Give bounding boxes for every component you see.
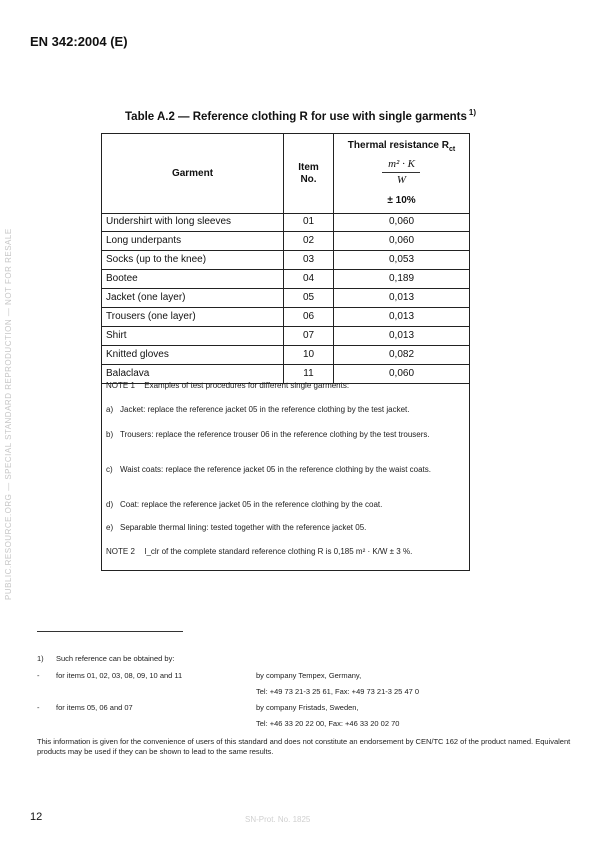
cell-value: 0,013 xyxy=(388,311,415,322)
cell-garment: Undershirt with long sleeves xyxy=(102,213,284,231)
table-row xyxy=(102,270,469,289)
footnote-entry1-contact: Tel: +49 73 21-3 25 61, Fax: +49 73 21-3 25 47 0 xyxy=(256,687,420,696)
table-row xyxy=(102,308,469,327)
page-number: 12 xyxy=(30,811,43,823)
cell-garment: Bootee xyxy=(102,270,284,288)
document-id: EN 342:2004 (E) xyxy=(30,34,128,49)
note-item-key: e) xyxy=(106,523,114,532)
cell-item: 03 xyxy=(284,251,334,269)
note-item-text: Waist coats: replace the reference jacket 05 in the reference clothing by the waist coats. xyxy=(120,465,431,474)
resistance-title xyxy=(334,140,469,153)
cell-item: 04 xyxy=(284,270,334,288)
table-row xyxy=(102,346,469,365)
note-item-text: Trousers: replace the reference trouser 06 in the reference clothing by the test trousers. xyxy=(120,430,430,439)
cell-item: 01 xyxy=(284,213,334,231)
footnote-intro: Such reference can be obtained by: xyxy=(56,654,175,663)
cell-item: 06 xyxy=(284,308,334,326)
table-row xyxy=(102,289,469,308)
note-1-label: NOTE 1 xyxy=(106,381,135,390)
tolerance: ± 10% xyxy=(387,195,416,206)
cell-value: 0,013 xyxy=(388,292,415,303)
header-item-no xyxy=(284,134,334,213)
cell-value: 0,013 xyxy=(388,330,415,341)
table-row xyxy=(102,327,469,346)
cell-value: 0,189 xyxy=(388,273,415,284)
cell-item: 02 xyxy=(284,232,334,250)
caption-footnote-ref: 1) xyxy=(468,108,476,117)
resistance-title-text: Thermal resistance R xyxy=(347,140,449,151)
reference-clothing-table xyxy=(101,133,470,571)
header-item-line1: Item xyxy=(298,161,319,173)
watermark: SN-Prot. No. 1825 xyxy=(245,815,311,824)
resistance-subscript: ct xyxy=(448,146,456,153)
header-garment: Garment xyxy=(102,134,284,213)
unit-numerator: m² · K xyxy=(388,158,415,170)
cell-value: 0,060 xyxy=(388,368,415,379)
cell-value: 0,060 xyxy=(388,235,415,246)
footnote-entry2-contact: Tel: +46 33 20 22 00, Fax: +46 33 20 02 70 xyxy=(256,719,400,728)
footnote-dash: - xyxy=(37,703,40,712)
cell-garment: Balaclava xyxy=(102,365,284,383)
note-2 xyxy=(106,546,464,557)
table-row xyxy=(102,232,469,251)
cell-value: 0,053 xyxy=(388,254,415,265)
note-item-text: Jacket: replace the reference jacket 05 in the reference clothing by the test jacket. xyxy=(120,405,410,414)
cell-garment: Shirt xyxy=(102,327,284,345)
footnote-entry2-items: for items 05, 06 and 07 xyxy=(56,703,133,712)
cell-value: 0,082 xyxy=(388,349,415,360)
header-thermal-resistance xyxy=(334,134,469,213)
cell-garment: Long underpants xyxy=(102,232,284,250)
note-item-key: c) xyxy=(106,465,113,474)
cell-item: 10 xyxy=(284,346,334,364)
footnote-entry2-company: by company Fristads, Sweden, xyxy=(256,703,359,712)
footnote-entry1-company: by company Tempex, Germany, xyxy=(256,671,362,680)
footnote-divider xyxy=(37,631,183,632)
note-1-text: Examples of test procedures for different single garments: xyxy=(144,381,350,390)
footnote-entry1-items: for items 01, 02, 03, 08, 09, 10 and 11 xyxy=(56,671,183,680)
cell-garment: Trousers (one layer) xyxy=(102,308,284,326)
note-2-label: NOTE 2 xyxy=(106,547,135,556)
cell-garment: Knitted gloves xyxy=(102,346,284,364)
note-item-text: Separable thermal lining: tested together with the reference jacket 05. xyxy=(120,523,367,532)
note-item-key: d) xyxy=(106,500,114,509)
footnote-dash: - xyxy=(37,671,40,680)
cell-garment: Jacket (one layer) xyxy=(102,289,284,307)
table-caption xyxy=(125,108,476,123)
header-item-line2: No. xyxy=(300,173,317,185)
cell-item: 07 xyxy=(284,327,334,345)
note-item-key: a) xyxy=(106,405,114,414)
cell-garment: Socks (up to the knee) xyxy=(102,251,284,269)
side-stamp: PUBLIC.RESOURCE.ORG — SPECIAL STANDARD REPRODUCTION — NOT FOR RESALE xyxy=(4,228,13,600)
note-1 xyxy=(106,380,464,391)
footnote-disclaimer: This information is given for the convenience of users of this standard and does not constitute an endorsement by CEN/TC 162 of the product named. Equivalent products may be used if they can be shown to lead to the same results. xyxy=(37,737,571,756)
table-header xyxy=(102,134,469,214)
fraction-bar xyxy=(382,172,420,173)
caption-text: Table A.2 — Reference clothing R for use with single garments xyxy=(125,110,467,123)
table-row xyxy=(102,213,469,232)
cell-value: 0,060 xyxy=(388,216,415,227)
note-2-text: I_clr of the complete standard reference clothing R is 0,185 m² · K/W ± 3 %. xyxy=(144,547,413,556)
note-item-key: b) xyxy=(106,430,114,439)
footnote-key: 1) xyxy=(37,654,44,663)
cell-item: 05 xyxy=(284,289,334,307)
table-row xyxy=(102,251,469,270)
unit-denominator: W xyxy=(396,174,407,186)
note-item-text: Coat: replace the reference jacket 05 in the reference clothing by the coat. xyxy=(120,500,383,509)
cell-item: 11 xyxy=(284,365,334,383)
